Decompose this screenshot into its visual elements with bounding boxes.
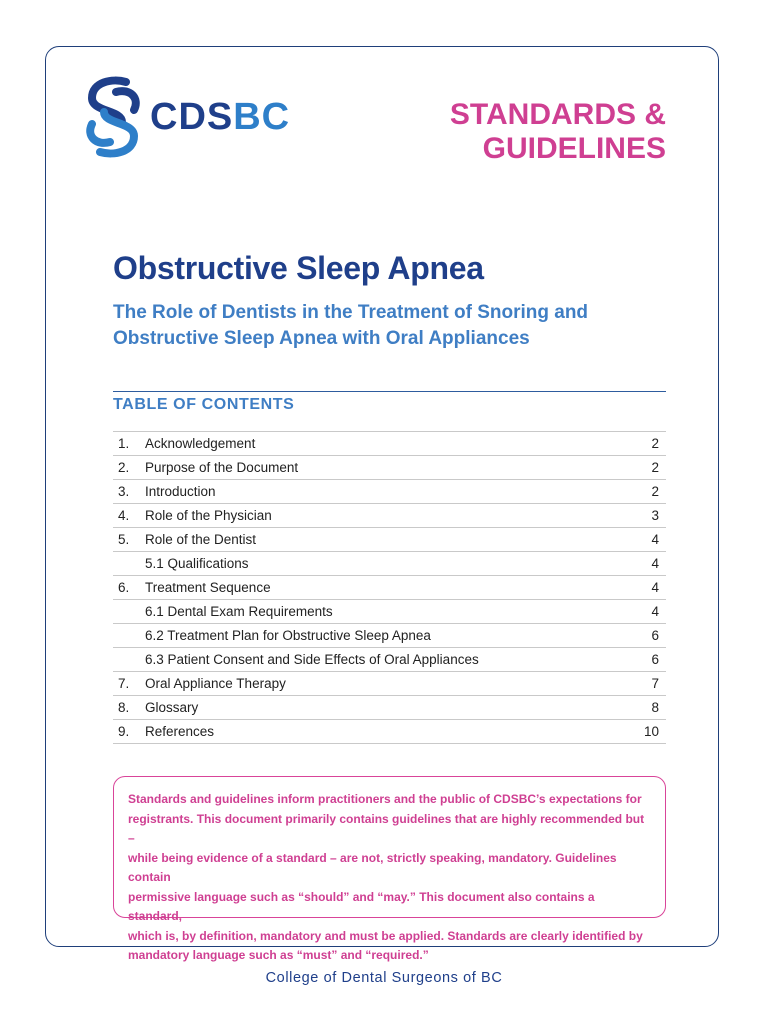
- toc-label: Role of the Dentist: [145, 532, 257, 547]
- toc-entry[interactable]: [113, 576, 666, 600]
- toc-page: 2: [651, 460, 659, 475]
- toc-number: 7.: [118, 676, 130, 691]
- toc-page: 6: [651, 652, 659, 667]
- toc-page: 4: [651, 556, 659, 571]
- toc-entry[interactable]: [113, 504, 666, 528]
- toc-label: 6.3 Patient Consent and Side Effects of Oral Appliances: [145, 652, 479, 667]
- notice-line: mandatory language such as “must” and “required.”: [128, 948, 429, 962]
- notice-line: registrants. This document primarily contains guidelines that are highly recommended but –: [128, 811, 645, 845]
- toc-page: 6: [651, 628, 659, 643]
- document-subtitle: [113, 300, 673, 352]
- toc-label: Treatment Sequence: [145, 580, 271, 595]
- standards-label-line1: STANDARDS &: [449, 98, 666, 131]
- toc-label: Acknowledgement: [145, 436, 256, 451]
- toc-page: 8: [651, 700, 659, 715]
- cdsbc-emblem-icon: [82, 76, 144, 158]
- toc-page: 4: [651, 532, 659, 547]
- toc-subentry[interactable]: [113, 600, 666, 624]
- toc-entry[interactable]: [113, 672, 666, 696]
- toc-label: Introduction: [145, 484, 216, 499]
- subtitle-line1: The Role of Dentists in the Treatment of Snoring and: [113, 302, 589, 323]
- toc-number: 9.: [118, 724, 130, 739]
- toc-page: 4: [651, 580, 659, 595]
- cdsbc-logo: [82, 76, 290, 158]
- toc-page: 7: [651, 676, 659, 691]
- toc-subentry[interactable]: [113, 624, 666, 648]
- notice-line: while being evidence of a standard – are not, strictly speaking, mandatory. Guidelines contain: [128, 850, 617, 884]
- toc-entry[interactable]: [113, 720, 666, 744]
- toc-subentry[interactable]: [113, 552, 666, 576]
- toc-entry[interactable]: [113, 696, 666, 720]
- standards-notice-box: [113, 776, 666, 962]
- notice-line: which is, by definition, mandatory and must be applied. Standards are clearly identified by: [128, 928, 643, 943]
- toc-entry[interactable]: [113, 480, 666, 504]
- page-footer: College of Dental Surgeons of BC: [265, 970, 503, 986]
- toc-page: 4: [651, 604, 659, 619]
- toc-label: Purpose of the Document: [145, 460, 299, 475]
- toc-label: References: [145, 724, 215, 739]
- toc-label: 6.1 Dental Exam Requirements: [145, 604, 333, 619]
- notice-line: permissive language such as “should” and “may.” This document also contains a standard,: [128, 889, 595, 923]
- toc-page: 2: [651, 484, 659, 499]
- logo-wordmark-cds: CDS: [150, 96, 234, 138]
- toc-page: 2: [651, 436, 659, 451]
- toc-label: 6.2 Treatment Plan for Obstructive Sleep Apnea: [145, 628, 431, 643]
- toc-label: Glossary: [145, 700, 199, 715]
- toc-page: 10: [643, 724, 659, 739]
- toc-subentry[interactable]: [113, 648, 666, 672]
- toc-divider: [113, 391, 666, 392]
- toc-label: 5.1 Qualifications: [145, 556, 249, 571]
- toc-label: Oral Appliance Therapy: [145, 676, 286, 691]
- toc-entry[interactable]: [113, 432, 666, 456]
- standards-label-line2: GUIDELINES: [482, 132, 666, 165]
- toc-heading: TABLE OF CONTENTS: [113, 396, 295, 413]
- toc-label: Role of the Physician: [145, 508, 272, 523]
- toc-number: 6.: [118, 580, 130, 595]
- toc-number: 5.: [118, 532, 130, 547]
- toc-page: 3: [651, 508, 659, 523]
- subtitle-line2: Obstructive Sleep Apnea with Oral Appliances: [113, 328, 530, 349]
- logo-wordmark-bc: BC: [233, 96, 291, 138]
- toc-number: 2.: [118, 460, 130, 475]
- toc-number: 4.: [118, 508, 130, 523]
- toc-entry[interactable]: [113, 456, 666, 480]
- document-title: Obstructive Sleep Apnea: [113, 250, 484, 286]
- notice-line: Standards and guidelines inform practitioners and the public of CDSBC’s expectations for: [128, 792, 642, 806]
- logo-wordmark: [150, 98, 290, 136]
- toc-number: 3.: [118, 484, 130, 499]
- standards-guidelines-label: [450, 98, 666, 166]
- toc-entry[interactable]: [113, 528, 666, 552]
- toc-number: 8.: [118, 700, 130, 715]
- toc-number: 1.: [118, 436, 130, 451]
- table-of-contents: [113, 431, 666, 744]
